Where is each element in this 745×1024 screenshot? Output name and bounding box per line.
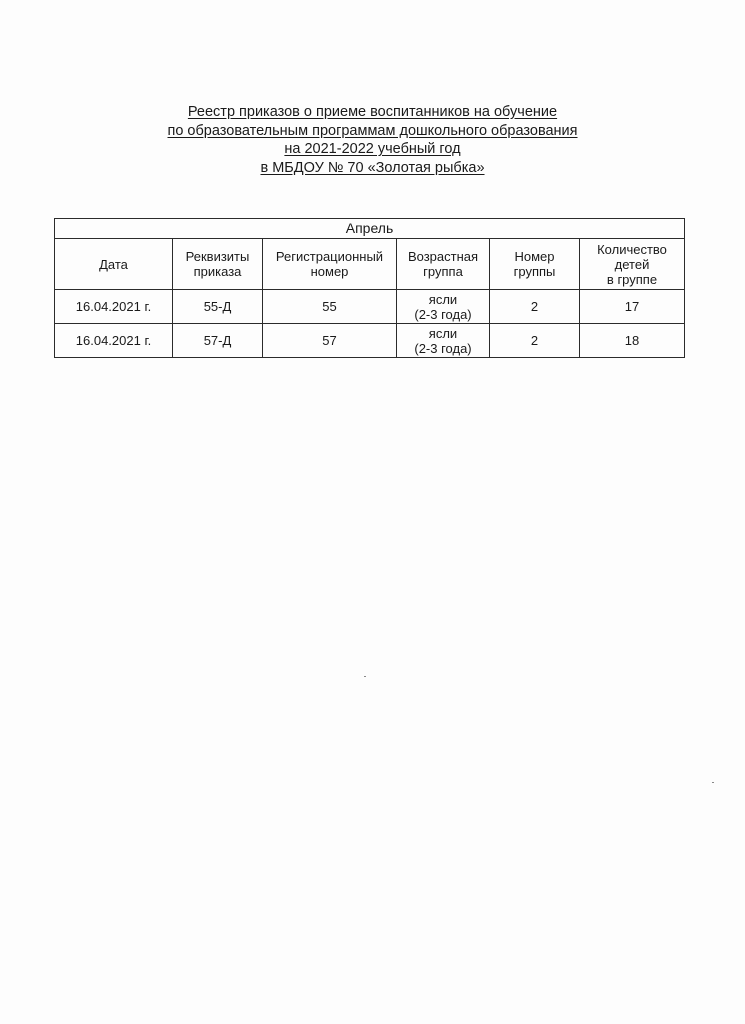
document-title — [0, 103, 745, 177]
scan-speck — [712, 782, 714, 783]
cell-date: 16.04.2021 г. — [55, 290, 173, 324]
cell-registration-number: 55 — [263, 290, 397, 324]
cell-order: 55-Д — [173, 290, 263, 324]
orders-registry-table — [54, 218, 685, 358]
title-line-4: в МБДОУ № 70 «Золотая рыбка» — [260, 159, 485, 176]
title-line-2: по образовательным программам дошкольного образования — [167, 122, 578, 139]
table-row — [55, 290, 685, 324]
cell-date: 16.04.2021 г. — [55, 324, 173, 358]
table-row — [55, 324, 685, 358]
column-header-children-count: Количество детей в группе — [580, 239, 685, 290]
cell-children-count: 18 — [580, 324, 685, 358]
column-header-order-details: Реквизиты приказа — [173, 239, 263, 290]
cell-registration-number: 57 — [263, 324, 397, 358]
cell-group-number: 2 — [490, 290, 580, 324]
cell-age-group: ясли (2-3 года) — [397, 290, 490, 324]
column-header-date: Дата — [55, 239, 173, 290]
column-header-registration-number: Регистрационный номер — [263, 239, 397, 290]
column-header-age-group: Возрастная группа — [397, 239, 490, 290]
cell-age-group: ясли (2-3 года) — [397, 324, 490, 358]
month-row — [55, 219, 685, 239]
scan-speck — [364, 676, 366, 677]
month-header: Апрель — [55, 219, 685, 239]
column-header-row — [55, 239, 685, 290]
cell-children-count: 17 — [580, 290, 685, 324]
column-header-group-number: Номер группы — [490, 239, 580, 290]
cell-group-number: 2 — [490, 324, 580, 358]
title-line-1: Реестр приказов о приеме воспитанников на обучение — [187, 104, 558, 120]
title-line-3: на 2021-2022 учебный год — [284, 141, 461, 157]
cell-order: 57-Д — [173, 324, 263, 358]
